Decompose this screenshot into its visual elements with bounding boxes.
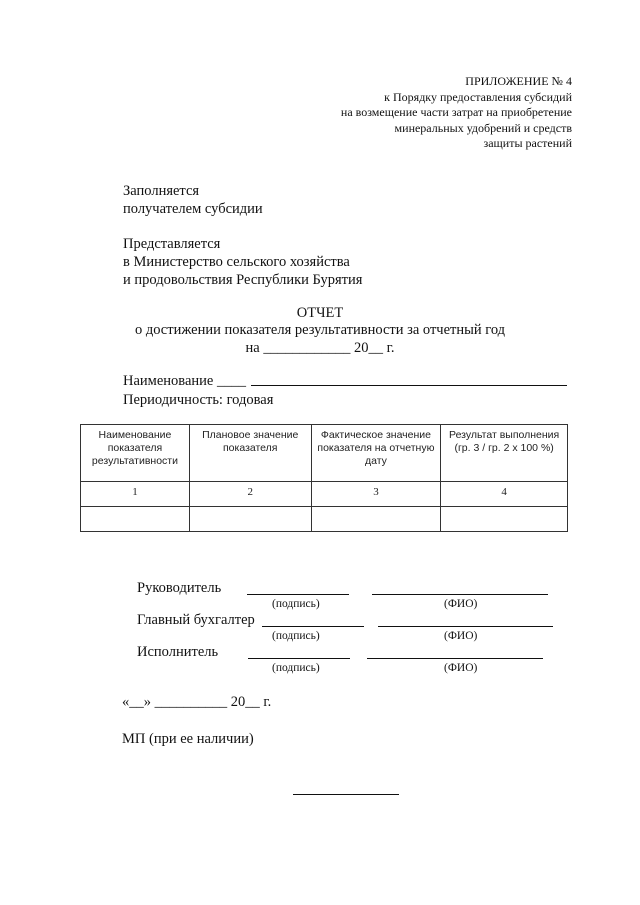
- report-table: [80, 424, 568, 532]
- table-number-row: [81, 482, 568, 507]
- name-caption: (ФИО): [444, 598, 478, 610]
- table-header-cell: Фактическое значение показателя на отчетную дату: [311, 425, 441, 482]
- executor-label: Исполнитель: [137, 644, 219, 660]
- report-date-line: [0, 340, 640, 356]
- name-caption: (ФИО): [444, 630, 478, 642]
- name-blank: ____: [216, 373, 246, 389]
- table-cell[interactable]: [189, 507, 311, 532]
- accountant-name-line[interactable]: [378, 626, 553, 627]
- date-blank[interactable]: ____________: [263, 340, 351, 356]
- accountant-label: Главный бухгалтер: [137, 612, 255, 628]
- name-field-row: [123, 373, 246, 390]
- appendix-header: [341, 74, 572, 152]
- filled-by-block: [123, 182, 263, 218]
- table-header-cell: Плановое значение показателя: [189, 425, 311, 482]
- filled-by-line: получателем субсидии: [123, 201, 263, 217]
- report-subtitle: о достижении показателя результативности за отчетный год: [134, 322, 506, 338]
- bottom-separator: [293, 794, 399, 795]
- head-name-line[interactable]: [372, 594, 548, 595]
- name-label: Наименование: [123, 373, 214, 389]
- appendix-line: к Порядку предоставления субсидий: [384, 89, 572, 104]
- table-column-number: 1: [81, 482, 190, 507]
- submitted-to-line: в Министерство сельского хозяйства: [123, 254, 350, 270]
- submitted-to-block: [123, 235, 362, 289]
- table-cell[interactable]: [441, 507, 568, 532]
- sign-caption: (подпись): [272, 630, 320, 642]
- appendix-number: ПРИЛОЖЕНИЕ № 4: [465, 74, 572, 88]
- name-caption: (ФИО): [444, 662, 478, 674]
- table-cell[interactable]: [311, 507, 441, 532]
- appendix-line: защиты растений: [483, 136, 572, 151]
- filled-by-line: Заполняется: [123, 183, 200, 199]
- stamp-note: МП (при ее наличии): [122, 731, 254, 747]
- submitted-to-line: и продовольствия Республики Бурятия: [123, 272, 363, 288]
- sign-caption: (подпись): [272, 662, 320, 674]
- report-title: ОТЧЕТ: [296, 305, 344, 321]
- table-cell[interactable]: [81, 507, 190, 532]
- executor-signature-line[interactable]: [248, 658, 350, 659]
- submitted-to-line: Представляется: [123, 236, 221, 252]
- head-signature-line[interactable]: [247, 594, 349, 595]
- head-label: Руководитель: [137, 580, 222, 596]
- executor-name-line[interactable]: [367, 658, 543, 659]
- table-column-number: 4: [441, 482, 568, 507]
- signature-date-line: [122, 694, 271, 711]
- sign-caption: (подпись): [272, 598, 320, 610]
- day-blank[interactable]: «__»: [122, 694, 151, 710]
- date-prefix: на: [245, 340, 260, 356]
- periodicity: Периодичность: годовая: [123, 392, 274, 408]
- appendix-line: на возмещение части затрат на приобретение: [340, 105, 572, 120]
- table-header-cell: Результат выполнения (гр. 3 / гр. 2 x 100 %): [441, 425, 568, 482]
- name-input-line[interactable]: [251, 385, 567, 386]
- table-header-cell: Наименование показателя результативности: [81, 425, 190, 482]
- appendix-line: минеральных удобрений и средств: [394, 120, 572, 135]
- month-blank[interactable]: __________: [154, 694, 228, 710]
- table-header-row: [81, 425, 568, 482]
- date-year: 20__ г.: [353, 340, 395, 356]
- table-column-number: 2: [189, 482, 311, 507]
- year-text: 20__ г.: [230, 694, 272, 710]
- table-row: [81, 507, 568, 532]
- table-column-number: 3: [311, 482, 441, 507]
- accountant-signature-line[interactable]: [262, 626, 364, 627]
